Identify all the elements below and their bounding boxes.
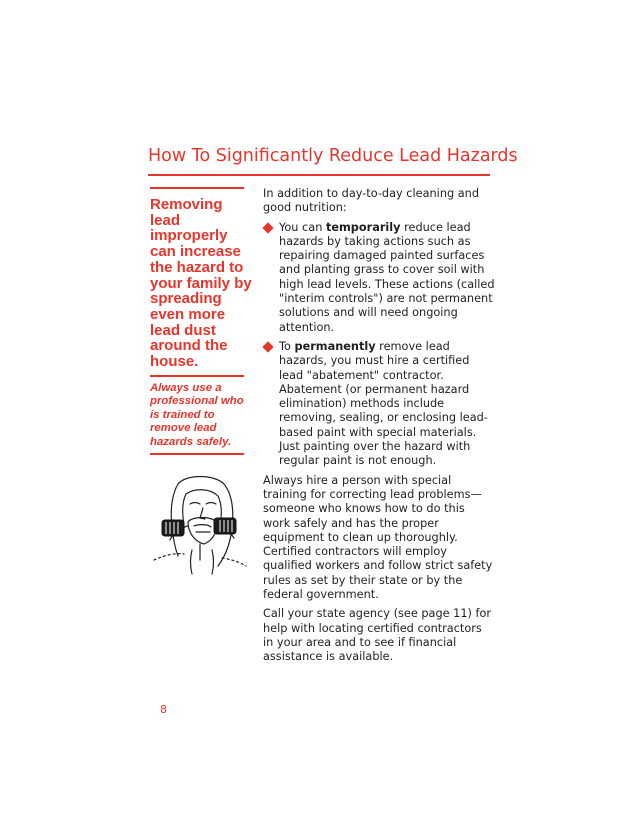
sidebar-middle-divider — [150, 375, 244, 377]
title-divider — [148, 174, 490, 176]
respirator-mask-illustration — [148, 470, 248, 580]
diamond-bullet-icon — [262, 222, 273, 233]
bullet-text: You can — [279, 220, 326, 234]
intro-paragraph: In addition to day-to-day cleaning and good nutrition: — [263, 187, 479, 215]
sidebar-bottom-divider — [150, 453, 244, 455]
bullet-permanent-abatement — [263, 340, 495, 469]
sidebar-callout-heading: Removing lead improperly can increase the hazard to your family by spreading even more lead dust around the house. — [150, 196, 252, 371]
page-title: How To Significantly Reduce Lead Hazards — [148, 146, 518, 166]
hire-professional-paragraph: Always hire a person with special training for correcting lead problems—someone who knows how to do this work safely and has the proper equipment to clean up thoroughly. Certified contractors will employ qualified workers and follow strict safety rules as set by their state or by the federal government. — [263, 473, 493, 602]
bullet-emphasis: permanently — [294, 339, 376, 353]
main-text-column — [263, 187, 495, 670]
sidebar-top-divider — [150, 187, 244, 189]
bullet-temporary-measures — [263, 221, 495, 335]
bullet-emphasis: temporarily — [325, 220, 401, 234]
diamond-bullet-icon — [262, 341, 273, 352]
bullet-text: To — [279, 339, 295, 353]
sidebar-callout-note: Always use a professional who is trained to remove lead hazards safely. — [150, 382, 244, 448]
call-state-agency-paragraph: Call your state agency (see page 11) for help with locating certified contractors in your area and to see if financial assistance is available. — [263, 607, 492, 664]
page-number: 8 — [160, 703, 167, 716]
bullet-text: reduce lead hazards by taking actions such as repairing damaged painted surfaces and planting grass to cover soil with high lead levels. These actions (called "interim controls") are not permanent solutions and will need ongoing attention. — [279, 220, 495, 334]
bullet-text: remove lead hazards, you must hire a certified lead "abatement" contractor. Abatement (or permanent hazard elimination) methods include removing, sealing, or enclosing lead-based paint with special materials. Just painting over the hazard with regular paint is not enough. — [279, 339, 488, 468]
